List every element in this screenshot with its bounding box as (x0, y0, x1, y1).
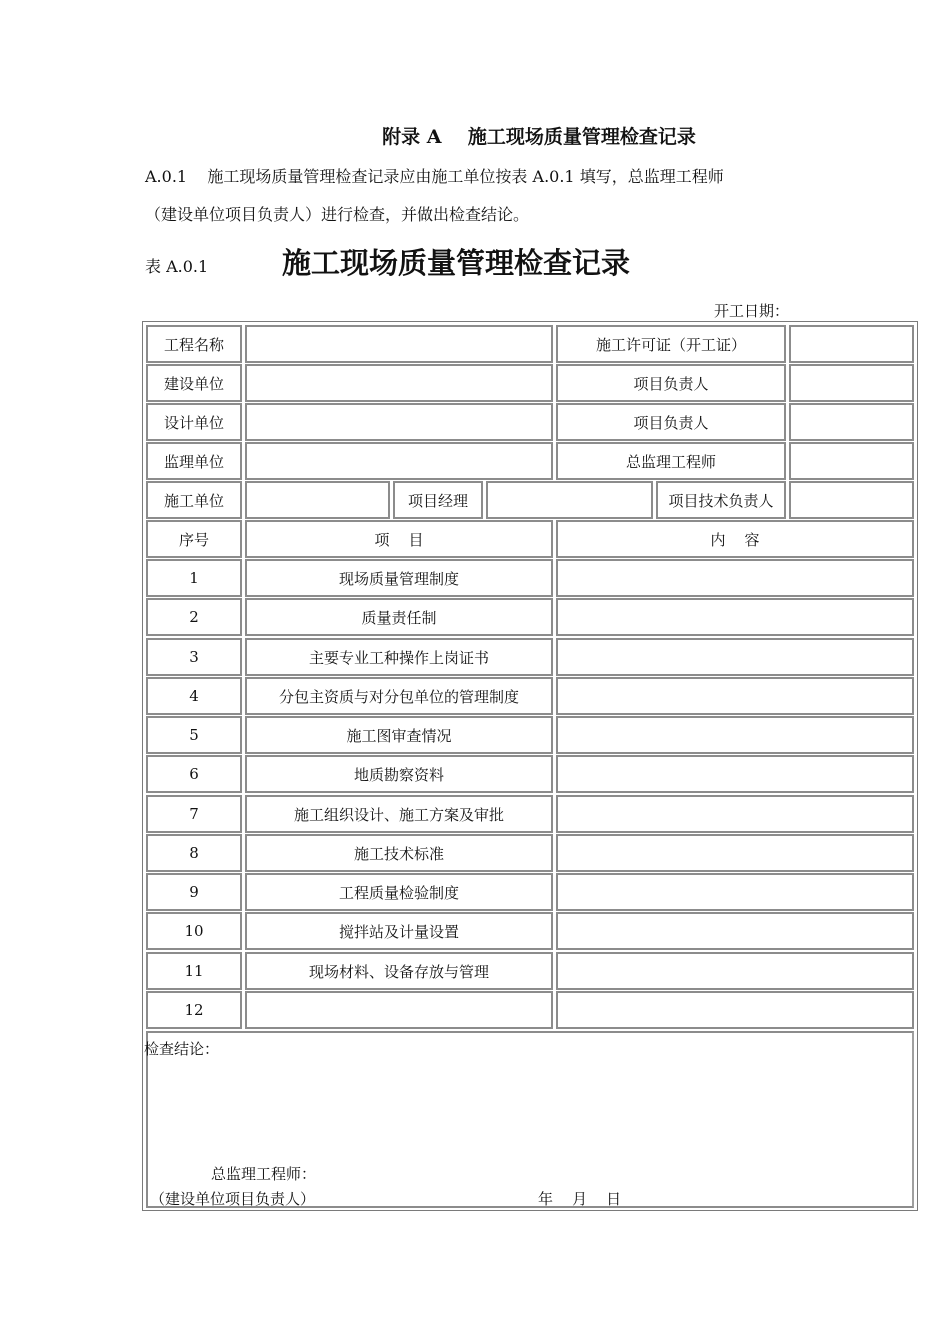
designer-field[interactable] (245, 403, 553, 441)
row-number: 12 (146, 991, 242, 1029)
row-number: 2 (146, 598, 242, 636)
signature-date: 年 月 日 (538, 1190, 622, 1208)
start-date-label: 开工日期： (714, 302, 790, 320)
column-header-content: 内 容 (556, 520, 914, 558)
row-item: 施工组织设计、施工方案及审批 (245, 795, 553, 833)
project-manager-field[interactable] (486, 481, 653, 519)
chief-supervisor-signature-label: 总监理工程师： (211, 1165, 317, 1183)
intro-line-1: A.0.1 施工现场质量管理检查记录应由施工单位按表 A.0.1 填写，总监理工程师 (145, 167, 724, 186)
conclusion-label: 检查结论： (144, 1040, 220, 1058)
supervisor-field[interactable] (245, 442, 553, 480)
row-item: 工程质量检验制度 (245, 873, 553, 911)
row-number: 11 (146, 952, 242, 990)
row-number: 8 (146, 834, 242, 872)
table-title: 施工现场质量管理检查记录 (282, 246, 631, 280)
client-leader-field[interactable] (789, 364, 914, 402)
chief-supervisor-label: 总监理工程师 (556, 442, 786, 480)
project-manager-label: 项目经理 (393, 481, 483, 519)
row-number: 9 (146, 873, 242, 911)
row-number: 10 (146, 912, 242, 950)
row-content-field[interactable] (556, 559, 914, 597)
column-header-no: 序号 (146, 520, 242, 558)
row-content-field[interactable] (556, 952, 914, 990)
contractor-label: 施工单位 (146, 481, 242, 519)
row-number: 1 (146, 559, 242, 597)
client-field[interactable] (245, 364, 553, 402)
project-name-label: 工程名称 (146, 325, 242, 363)
row-content-field[interactable] (556, 834, 914, 872)
permit-field[interactable] (789, 325, 914, 363)
row-number: 6 (146, 755, 242, 793)
client-leader-signature-label: （建设单位项目负责人） (150, 1190, 316, 1208)
client-label: 建设单位 (146, 364, 242, 402)
row-item: 现场材料、设备存放与管理 (245, 952, 553, 990)
permit-label: 施工许可证（开工证） (556, 325, 786, 363)
row-content-field[interactable] (556, 716, 914, 754)
project-name-field[interactable] (245, 325, 553, 363)
row-content-field[interactable] (556, 677, 914, 715)
row-item: 施工图审查情况 (245, 716, 553, 754)
contractor-field[interactable] (245, 481, 390, 519)
row-content-field[interactable] (556, 795, 914, 833)
row-content-field[interactable] (556, 638, 914, 676)
row-item: 地质勘察资料 (245, 755, 553, 793)
table-number: 表 A.0.1 (145, 257, 209, 276)
row-content-field[interactable] (556, 755, 914, 793)
appendix-title: 附录 A 施工现场质量管理检查记录 (382, 126, 696, 148)
row-content-field[interactable] (556, 912, 914, 950)
row-item: 质量责任制 (245, 598, 553, 636)
row-number: 4 (146, 677, 242, 715)
tech-leader-field[interactable] (789, 481, 914, 519)
designer-label: 设计单位 (146, 403, 242, 441)
row-number: 5 (146, 716, 242, 754)
row-item: 分包主资质与对分包单位的管理制度 (245, 677, 553, 715)
row-number: 3 (146, 638, 242, 676)
row-item: 现场质量管理制度 (245, 559, 553, 597)
row-item (245, 991, 553, 1029)
row-content-field[interactable] (556, 598, 914, 636)
row-item: 主要专业工种操作上岗证书 (245, 638, 553, 676)
column-header-item: 项 目 (245, 520, 553, 558)
client-leader-label: 项目负责人 (556, 364, 786, 402)
designer-leader-label: 项目负责人 (556, 403, 786, 441)
row-content-field[interactable] (556, 991, 914, 1029)
supervisor-label: 监理单位 (146, 442, 242, 480)
row-number: 7 (146, 795, 242, 833)
row-item: 搅拌站及计量设置 (245, 912, 553, 950)
row-content-field[interactable] (556, 873, 914, 911)
row-item: 施工技术标准 (245, 834, 553, 872)
intro-line-2: （建设单位项目负责人）进行检查，并做出检查结论。 (145, 205, 530, 224)
tech-leader-label: 项目技术负责人 (656, 481, 786, 519)
designer-leader-field[interactable] (789, 403, 914, 441)
chief-supervisor-field[interactable] (789, 442, 914, 480)
